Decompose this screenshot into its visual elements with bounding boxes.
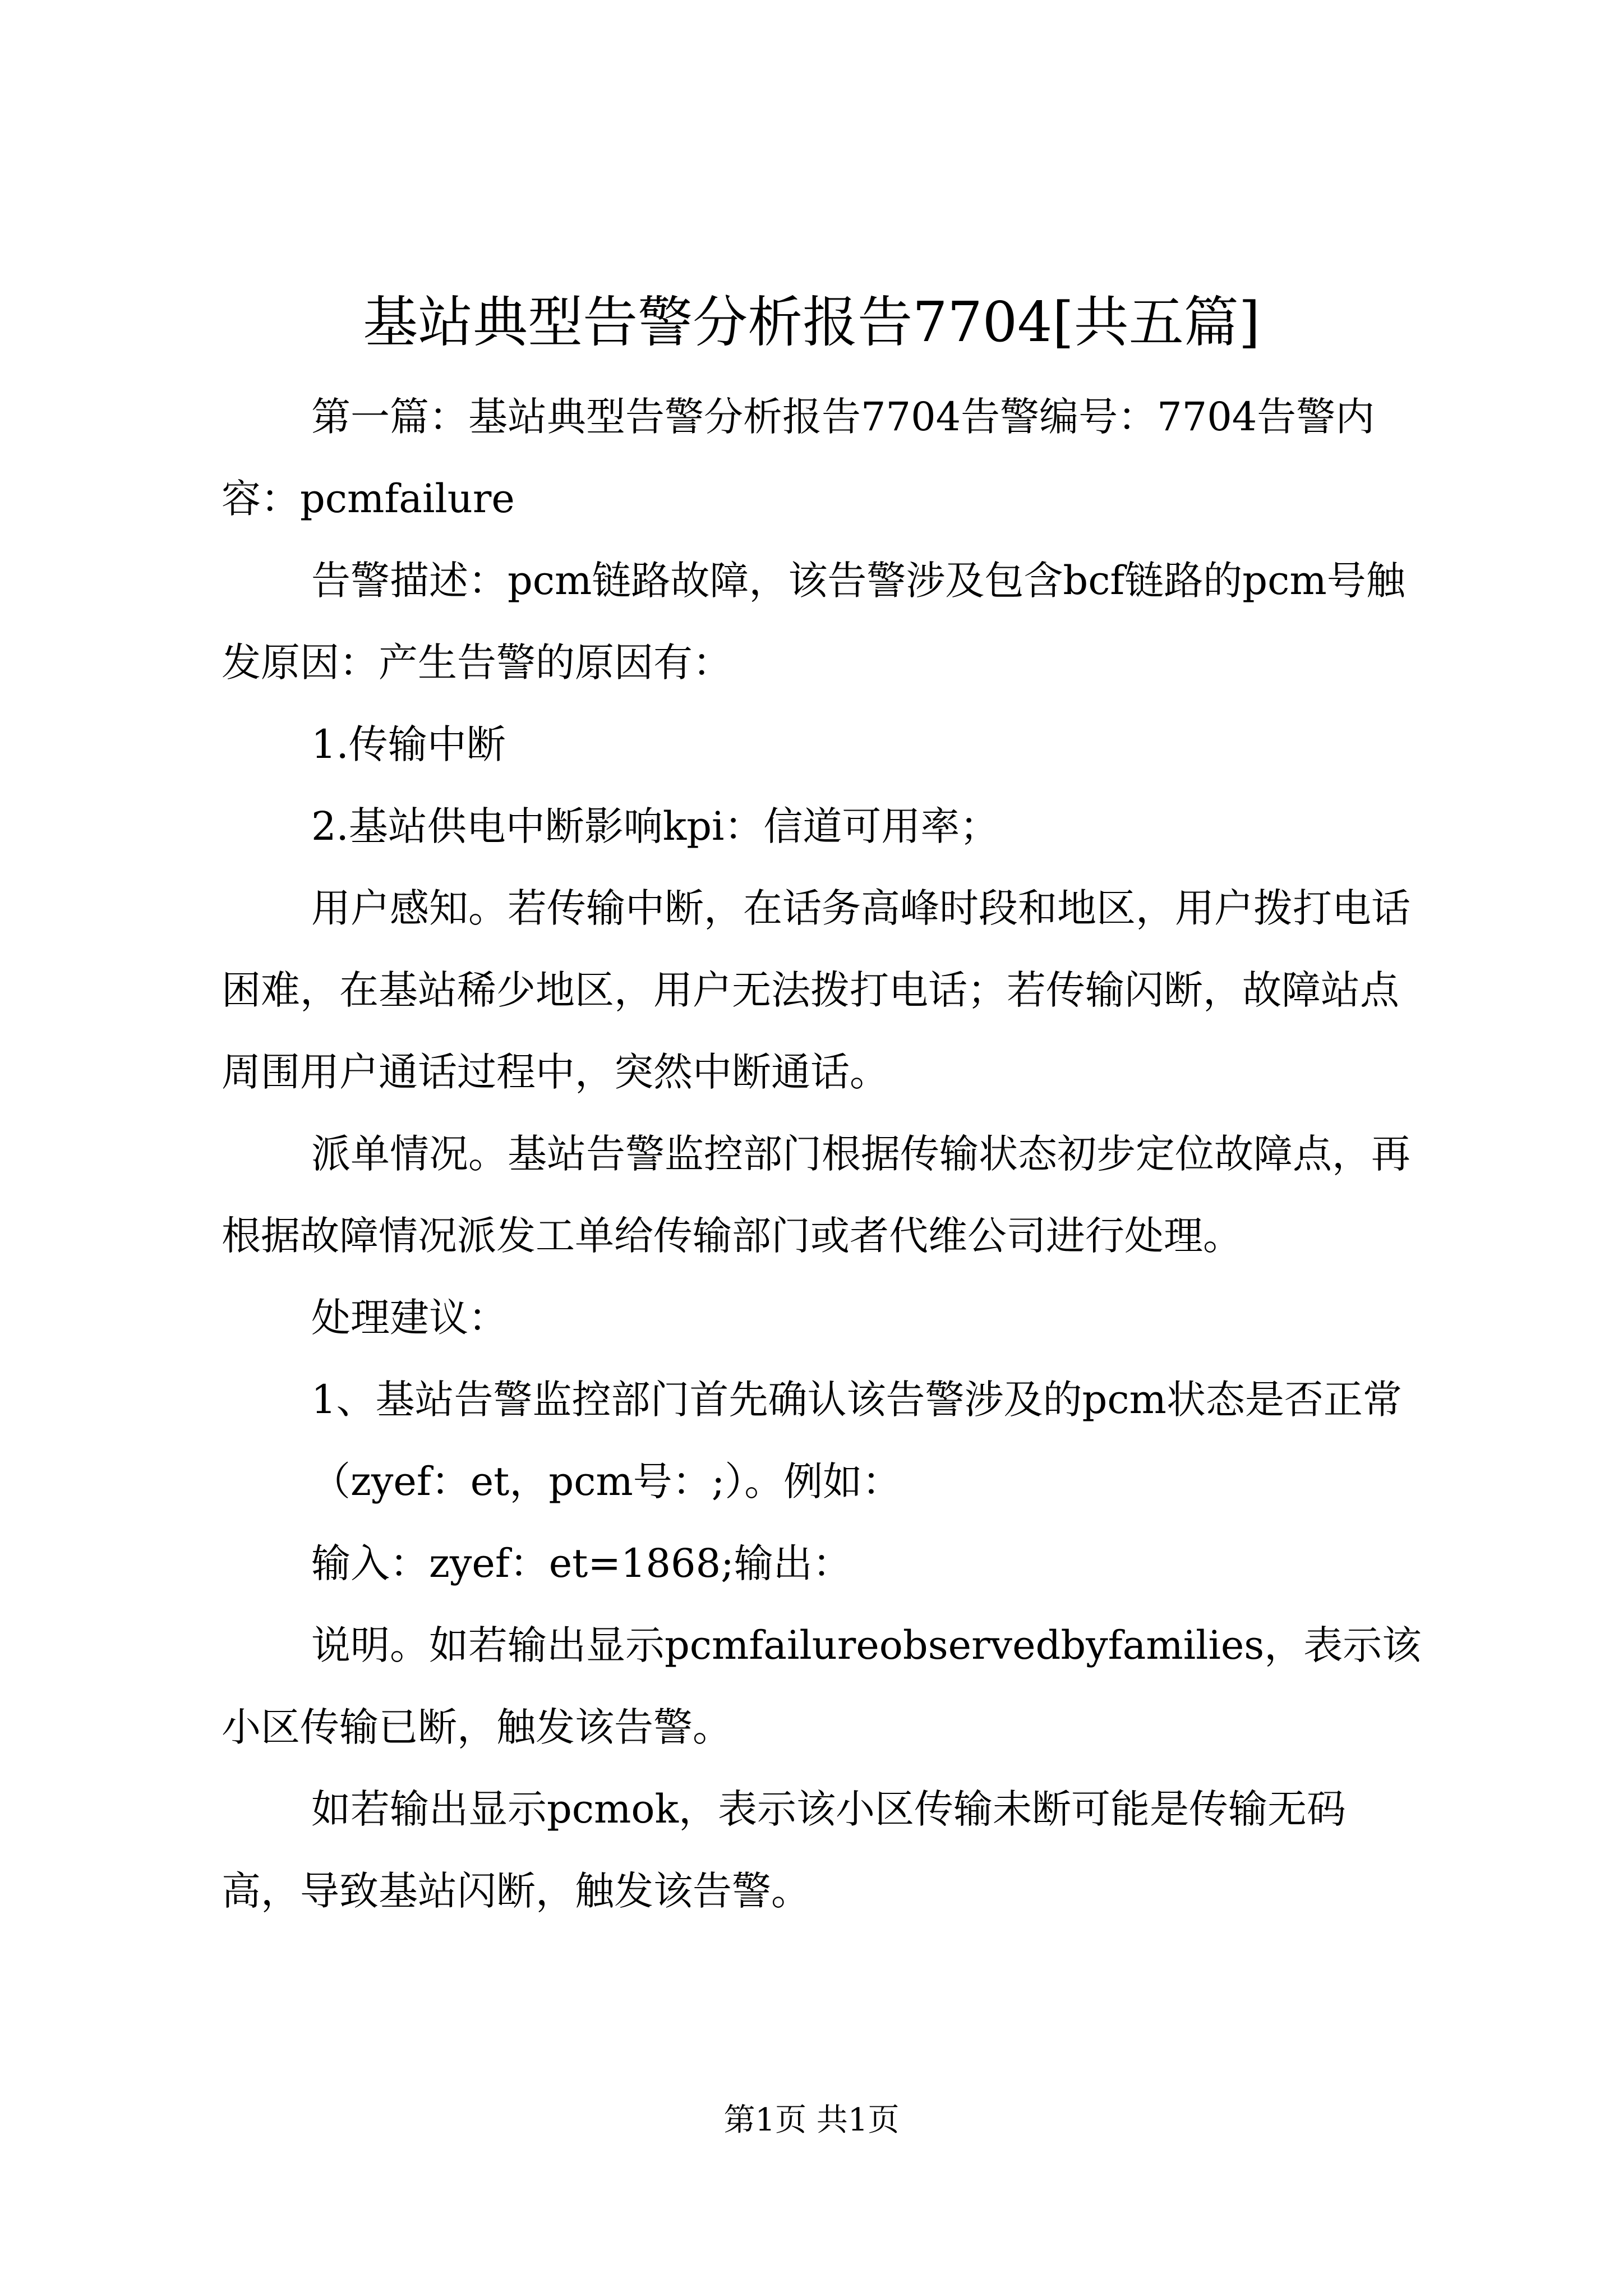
paragraph-7: 处理建议： bbox=[311, 1295, 508, 1341]
document-title: 基站典型告警分析报告7704[共五篇] bbox=[363, 291, 1260, 355]
paragraph-12: 如若输出显示pcmok，表示该小区传输未断可能是传输无码高，导致基站闪断，触发该告警。 bbox=[222, 1786, 1346, 1914]
document-body bbox=[222, 376, 1422, 1932]
paragraph-8: 1、基站告警监控部门首先确认该告警涉及的pcm状态是否正常 bbox=[311, 1377, 1402, 1423]
page-footer: 第1页 共1页 bbox=[723, 2102, 900, 2138]
paragraph-2: 告警描述：pcm链路故障，该告警涉及包含bcf链路的pcm号触发原因：产生告警的原因有： bbox=[222, 558, 1405, 685]
paragraph-5: 用户感知。若传输中断，在话务高峰时段和地区，用户拨打电话困难，在基站稀少地区，用户无法拨打电话；若传输闪断，故障站点周围用户通话过程中，突然中断通话。 bbox=[222, 885, 1410, 1095]
paragraph-9: （zyef：et，pcm号：;）。例如： bbox=[311, 1458, 902, 1504]
paragraph-3: 1.传输中断 bbox=[311, 721, 506, 767]
paragraph-10: 输入：zyef：et=1868;输出： bbox=[311, 1540, 852, 1586]
paragraph-4: 2.基站供电中断影响kpi：信道可用率； bbox=[311, 803, 999, 849]
paragraph-1: 第一篇：基站典型告警分析报告7704告警编号：7704告警内容：pcmfailure bbox=[222, 394, 1375, 522]
paragraph-11: 说明。如若输出显示pcmfailureobservedbyfamilies，表示该小区传输已断，触发该告警。 bbox=[222, 1622, 1422, 1750]
paragraph-6: 派单情况。基站告警监控部门根据传输状态初步定位故障点，再根据故障情况派发工单给传输部门或者代维公司进行处理。 bbox=[222, 1131, 1410, 1259]
